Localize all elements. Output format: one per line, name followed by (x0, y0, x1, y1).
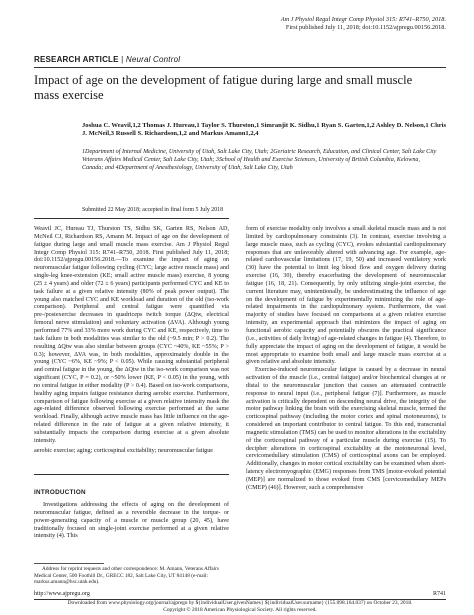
intro-heading: INTRODUCTION (34, 489, 86, 496)
download-notice (34, 600, 446, 614)
keywords: aerobic exercise; aging; corticospinal excitability; neuromuscular fatigue (34, 448, 214, 454)
abstract-rule-top (34, 218, 229, 219)
authors-text: Joshua C. Weavil,1,2 Thomas J. Hureau,1 Taylor S. Thurston,1 Simranjit K. Sidhu,1 Ryan S. Garten,1,2 Ashley D. Nelson,1 Chris J. McNeil,3 Russell S. Richardson,1,2 and Markus Amann1,2,4 (82, 122, 447, 137)
submission-dates: Submitted 22 May 2018; accepted in final form 5 July 2018 (82, 207, 224, 213)
section-rule (34, 67, 446, 68)
copyright-line: Copyright © 2018 American Physiological Society. All rights reserved. (163, 607, 317, 613)
affiliations: 1Department of Internal Medicine, University of Utah, Salt Lake City, Utah; 2Geriatric Research, Education, and Clinical Center, Salt Lake City Veterans Affairs Medical Center, Salt Lake City, Utah; 3School of Health and Exercise Sciences, University of British Columbia, Kelowna, Canada; and 4Department of Anesthesiology, University of Utah, Salt Lake City, Utah (82, 149, 437, 171)
right-column (246, 226, 446, 493)
page-number: R741 (432, 591, 446, 597)
journal-url[interactable]: http://www.ajpregu.org (34, 591, 90, 597)
download-line: Downloaded from www.physiology.org/journal/ajpregu by ${individualUser.givenNames} ${individualUser.surname} (155.098.164.037) on October 23, 2018. (67, 600, 413, 606)
abstract-rule-bottom (34, 474, 229, 475)
article-title: Impact of age on the development of fatigue during large and small muscle mass exercise (34, 73, 413, 102)
footnote-rule (34, 563, 104, 564)
journal-header (281, 16, 446, 32)
correspondence-footnote: Address for reprint requests and other correspondence: M. Amann, Veterans Affairs Medical Center, 500 Foothill Dr., GRECC 182, Salt Lake City, UT 84148 (e-mail: markus.amann@hsc.utah.edu). (34, 566, 219, 586)
paragraph: Exercise-induced neuromuscular fatigue is caused by a decrease in neural activation of the muscle (i.e., central fatigue) and/or biochemical changes at or distal to the neuromuscular junction that causes an attenuated contractile response to neural input (i.e., peripheral fatigue (7)]. Furthermore, as muscle activation is critically dependent on descending neural drive, the integrity of the motor pathway linking the brain with the exercising skeletal muscle, termed the corticospinal pathway (including the motor cortex and spinal motoneurons), is considered an important contributor to central fatigue. To this end, transcranial magnetic stimulation (TMS) can be used to monitor alterations in the excitability of the corticospinal pathway of a particular muscle during exercise (15). To decipher alterations in corticospinal excitability at the motoneuronal level, cervicomedullary stimulation (CMS) of corticospinal axons can be employed. Additionally, changes in motor cortical excitability can be examined when short-latency electromyographic (EMG) responses from TMS [motor-evoked potential (MEP)] are normalized to those evoked from CMS [cervicomedullary MEPs (CMEP) (46)]. However, such a comprehensive (246, 367, 446, 491)
intro-text: Investigations addressing the effects of aging on the development of neuromuscular fatigue, defined as a reversible decrease in the torque- or power-generating capacity of a muscle or muscle group (20, 45), have traditionally focused on single-joint exercise performed at a given relative intensity (4). This (34, 502, 229, 540)
publication-date: First published July 11, 2018; doi:10.1152/ajpregu.00156.2018. (285, 24, 446, 31)
article-section (34, 55, 180, 64)
paragraph: form of exercise modality only involves a small skeletal muscle mass and is not limited by cardiopulmonary constraints (3). In contrast, exercise involving a large muscle mass, such as cycling (CYC), evokes substantial cardiopulmonary responses that are unfavorably altered with advancing age. For example, age-related cardiovascular limitations (17, 19, 50) and increased ventilatory work (30) have the potential to limit leg blood flow and oxygen delivery during exercise (16, 30), thereby exacerbating the development of neuromuscular fatigue (16, 18, 21). Consequently, by only utilizing single-joint exercise, the current literature may, unintentionally, be underestimating the influence of age on the development of fatigue by experimentally minimizing the role of age-related impairments in the cardiopulmonary system. Furthermore, the vast majority of studies have focused on comparisons at a given relative exercise intensity, an experimental approach that minimizes the impact of aging on functional aerobic capacity and potentially obscures the practical significance (i.e., activities of daily living) of age-related changes in fatigue (4). Therefore, to fully appreciate the impact of aging on the development of fatigue, it would be most appropriate to examine both small and large muscle mass exercise at a given relative and absolute intensity. (246, 226, 446, 366)
journal-citation: Am J Physiol Regul Integr Comp Physiol 315: R741–R750, 2018. (280, 16, 446, 23)
article-type: RESEARCH ARTICLE (34, 55, 119, 64)
section-separator: | (121, 55, 124, 64)
abstract: Weavil JC, Hureau TJ, Thurston TS, Sidhu SK, Garten RS, Nelson AD, McNeil CJ, Richardson RS, Amann M. Impact of age on the development of fatigue during large and small muscle mass exercise. Am J Physiol Regul Integr Comp Physiol 315: R741–R750, 2018. First published July 11, 2018; doi:10.1152/ajpregu.00156.2018.—To examine the impact of aging on neuromuscular fatigue following cycling (CYC; large active muscle mass) and single-leg knee-extension (KE; small active muscle mass) exercise, 8 young (25 ± 4 years) and older (72 ± 6 years) participants performed CYC and KE to task failure at a given relative intensity (80% of peak power output). The young also matched CYC and KE workload and duration of the old (iso-work comparison). Peripheral and central fatigue were quantified via pre-/postexercise decreases in quadriceps twitch torque (ΔQtw, electrical femoral nerve stimulation) and voluntary activation (ΔVA). Although young performed 77% and 33% more work during CYC and KE, respectively, time to task failure in both modalities was similar to the old (~9.5 min; P > 0.2). The resulting ΔQtw was also similar between groups (CYC ~40%, KE ~55%; P > 0.3); however, ΔVA was, in both modalities, approximately double in the young (CYC ~6%, KE ~9%; P < 0.05). While causing substantial peripheral and central fatigue in the young, the ΔQtw in the iso-work comparison was not significant (CYC, P = 0.2), or ~50% lower (KE, P < 0.05) in the young, with no central fatigue in either modality (P > 0.4). Based on iso-work comparisons, healthy aging impairs fatigue resistance during aerobic exercise. Furthermore, comparison of fatigue following exercise at a given relative intensity mask the age-related difference observed following exercise performed at the same workload. Finally, although active muscle mass has little influence on the age-related difference in the rate of fatigue at a given relative intensity, it substantially impacts the comparison during exercise at a given absolute intensity. (34, 226, 229, 444)
author-list (82, 122, 447, 138)
article-topic: Neural Control (125, 55, 181, 64)
